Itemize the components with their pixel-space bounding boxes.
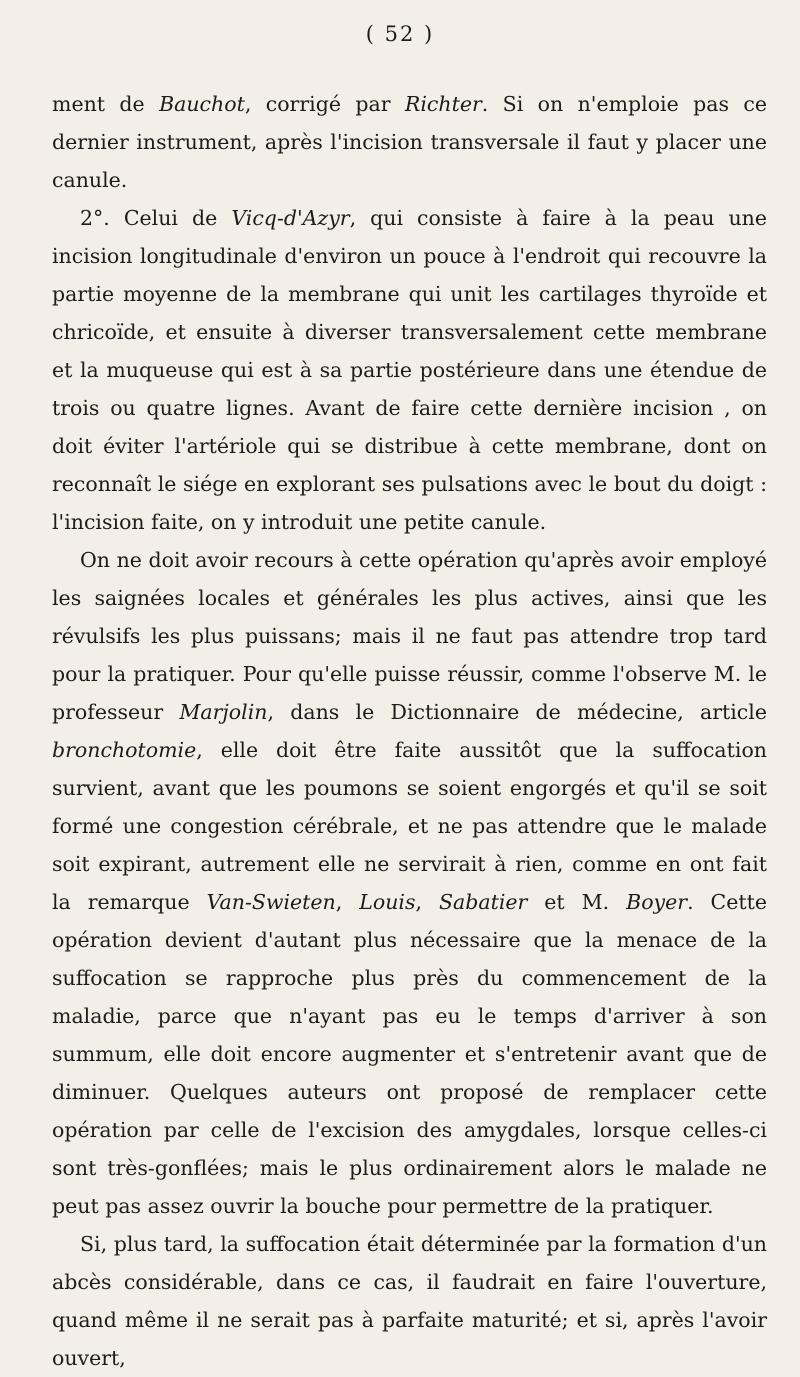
paragraph-4 xyxy=(52,1225,767,1377)
page-number: ( 52 ) xyxy=(365,22,435,46)
paragraph-2 xyxy=(52,199,767,541)
text-run: et M. xyxy=(527,890,627,914)
text-run: 2°. Celui de xyxy=(80,206,232,230)
italic-name: Louis xyxy=(359,890,416,914)
italic-name: Richter xyxy=(404,92,482,116)
italic-name: Van-Swieten xyxy=(206,890,336,914)
italic-name: Marjolin xyxy=(179,700,268,724)
text-run: ment de xyxy=(52,92,160,116)
text-run: . Si on n'emploie pas ce dernier instrument, après l'incision transversale il faut y placer une canule. xyxy=(52,92,767,192)
paragraph-1 xyxy=(52,85,767,199)
paragraph-3 xyxy=(52,541,767,1225)
text-run: . Cette opération devient d'autant plus nécessaire que la menace de la suffocation se rapproche plus près du commencement de la maladie, parce que n'ayant pas eu le temps d'arriver à son summum, elle doit encore augmenter et s'entretenir avant que de diminuer. Quelques auteurs ont proposé de remplacer cette opération par celle de l'excision des amygdales, lorsque celles-ci sont très-gonflées; mais le plus ordinairement alors le malade ne peut pas assez ouvrir la bouche pour permettre de la pratiquer. xyxy=(52,890,767,1218)
italic-name: Boyer xyxy=(626,890,688,914)
text-run: Si, plus tard, la suffocation était déterminée par la formation d'un abcès considérable, dans ce cas, il faudrait en faire l'ouverture, quand même il ne serait pas à parfaite maturité; et si, après l'avoir ouvert, xyxy=(52,1232,767,1370)
italic-name: Bauchot xyxy=(159,92,245,116)
text-run: , corrigé par xyxy=(244,92,405,116)
text-run: , xyxy=(415,890,439,914)
text-run: On ne doit avoir recours à cette opération qu'après avoir employé les saignées locales et générales les plus actives, ainsi que les révulsifs les plus puissans; mais il ne faut pas attendre trop tard pour la pratiquer. Pour qu'elle puisse réussir, comme l'observe M. le professeur xyxy=(52,548,767,724)
body-text xyxy=(52,85,767,1377)
text-run: , elle doit être faite aussitôt que la suffocation survient, avant que les poumons se soient engorgés et qu'il se soit formé une congestion cérébrale, et ne pas attendre que le malade soit expirant, autrement elle ne servirait à rien, comme en ont fait la remarque xyxy=(52,738,767,914)
italic-name: bronchotomie xyxy=(52,738,197,762)
text-run: , qui consiste à faire à la peau une incision longitudinale d'environ un pouce à l'endroit qui recouvre la partie moyenne de la membrane qui unit les cartilages thyroïde et chricoïde, et ensuite à diverser transversalement cette membrane et la muqueuse qui est à sa partie postérieure dans une étendue de trois ou quatre lignes. Avant de faire cette dernière incision , on doit éviter l'artériole qui se distribue à cette membrane, dont on reconnaît le siége en explorant ses pulsations avec le bout du doigt : l'incision faite, on y introduit une petite canule. xyxy=(52,206,768,534)
text-run: , xyxy=(335,890,360,914)
italic-name: Vicq-d'Azyr xyxy=(231,206,350,230)
text-run: , dans le Dictionnaire de médecine, article xyxy=(267,700,767,724)
italic-name: Sabatier xyxy=(438,890,528,914)
